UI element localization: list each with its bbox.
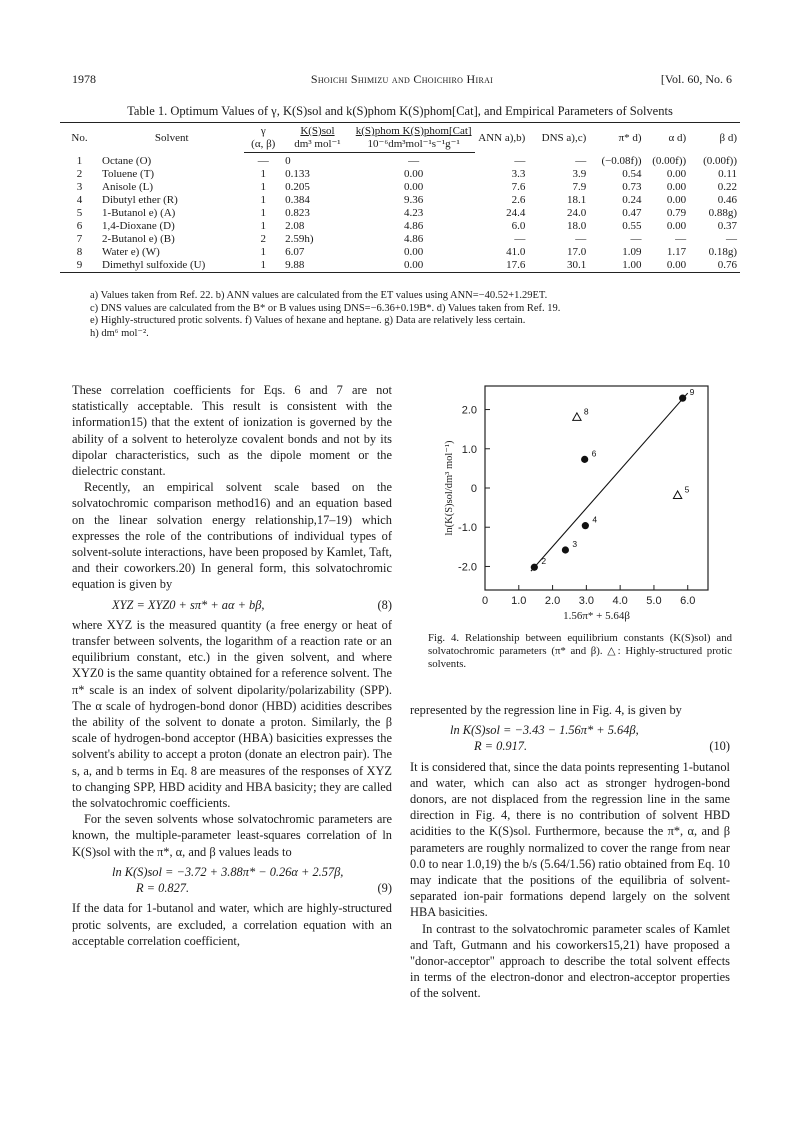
table-footnotes: [90, 290, 730, 340]
point-label: 8: [583, 406, 589, 417]
header-dn: DNS a),c): [528, 123, 589, 153]
table-row: [60, 259, 740, 273]
cell-ksol: 2.08: [285, 220, 305, 232]
right-column: [410, 702, 730, 1002]
figure-4-scatter-plot: [440, 384, 740, 624]
cell-pi: —: [630, 233, 642, 245]
paragraph: If the data for 1-butanol and water, which are highly-structured protic solvents, are excluded, a correlation equation with an acceptable correlation coefficient,: [72, 901, 392, 948]
cell-no: 6: [76, 220, 83, 232]
cell-beta: 0.18g): [708, 246, 737, 258]
table-row: [60, 220, 740, 233]
data-point-4: [582, 522, 589, 529]
y-tick-label: 1.0: [461, 443, 477, 456]
header-gamma-unit: (α, β): [244, 138, 282, 153]
cell-gamma: 1: [260, 181, 266, 193]
cell-no: 5: [76, 207, 83, 219]
cell-ksol: 6.07: [285, 246, 305, 258]
table-row: [60, 194, 740, 207]
cell-no: 8: [76, 246, 83, 258]
cell-gamma: 1: [260, 168, 266, 180]
cell-an: —: [514, 233, 526, 245]
header-an: ANN a),b): [475, 123, 529, 153]
cell-dn: 17.0: [567, 246, 587, 258]
cell-kk: 0.00: [404, 168, 424, 180]
point-label: 6: [591, 448, 597, 459]
cell-gamma: 2: [260, 233, 266, 245]
cell-kk: 9.36: [404, 194, 424, 206]
cell-dn: —: [575, 154, 587, 167]
cell-ksol: 2.59h): [285, 233, 314, 245]
x-tick-label: 6.0: [680, 595, 696, 607]
running-head: [72, 72, 732, 88]
x-tick-label: 5.0: [646, 595, 662, 607]
point-label: 5: [684, 484, 690, 495]
header-alpha: α d): [645, 123, 690, 153]
cell-kk: 4.86: [404, 233, 424, 245]
table-body: [60, 153, 740, 273]
header-solvent: Solvent: [99, 123, 244, 153]
cell-dn: —: [575, 233, 587, 245]
equation-text: ln K(S)sol = −3.72 + 3.88π* − 0.26α + 2.57β,: [112, 864, 344, 879]
cell-dn: 30.1: [528, 259, 589, 273]
header-ksol-unit: dm³ mol⁻¹: [282, 138, 353, 153]
paragraph: where XYZ is the measured quantity (a free energy or heat of transfer between solvents, the logarithm of a reaction rate or an equilibrium constant, etc.) in the given solvent, and where XYZ0 is the same quantity obtained for a reference solvent. The π* scale is an index of solvent dipolarity/polarizability (SPP). The α scale of hydrogen-bond donor (HBD) acidities describes the ability of the solvent to donate a proton. Similarly, the β scale of hydrogen-bond acceptor (HBA) basicities expresses the solvent's ability to accept a proton (donate an electron pair). The s, a, and b terms in Eq. 8 are measures of the responses of XYZ to changing SPP, HBD acidity and HBA basicity; they are called the solvatochromic coefficients.: [72, 617, 392, 811]
cell-an: 24.4: [506, 207, 526, 219]
cell-an: —: [514, 154, 526, 167]
equation-10: [450, 722, 730, 754]
cell-kk: 0.00: [353, 259, 475, 273]
point-label: 4: [592, 514, 598, 525]
equation-number: (10): [709, 739, 730, 754]
data-point-8: [573, 413, 581, 421]
cell-alpha: 0.00: [666, 168, 687, 180]
figure-caption: Fig. 4. Relationship between equilibrium constants (K(S)sol) and solvatochromic parameters (π* and β). △: Highly-structured protic solvents.: [428, 632, 732, 670]
cell-gamma: 1: [260, 207, 266, 219]
y-tick-label: 2.0: [461, 404, 477, 417]
cell-alpha: 0.00: [645, 259, 690, 273]
cell-dn: 7.9: [572, 181, 587, 193]
y-tick-label: -2.0: [458, 561, 477, 574]
cell-kk: 4.23: [404, 207, 424, 219]
header-kk: k(S)phom K(S)phom[Cat]: [353, 123, 475, 139]
cell-alpha: 0.79: [666, 207, 687, 219]
cell-beta: 0.22: [717, 181, 737, 193]
cell-no: 1: [76, 154, 83, 167]
header-ksol: K(S)sol: [282, 123, 353, 139]
cell-solvent: Anisole (L): [102, 181, 154, 193]
equation-8: [112, 597, 392, 613]
data-point-5: [673, 491, 681, 499]
point-label: 9: [689, 387, 695, 398]
cell-beta: 0.46: [717, 194, 737, 206]
cell-no: 3: [76, 181, 83, 193]
table-footnote: e) Highly-structured protic solvents. f) Values of hexane and heptane. g) Data are relatively less certain.: [90, 315, 526, 326]
cell-an: 17.6: [475, 259, 529, 273]
cell-gamma: —: [257, 155, 269, 167]
table-caption: Table 1. Optimum Values of γ, K(S)sol and k(S)phom K(S)phom[Cat], and Empirical Parameters of Solvents: [127, 104, 673, 118]
cell-ksol: 0.823: [285, 207, 310, 219]
cell-solvent: Dibutyl ether (R): [102, 194, 178, 206]
cell-ksol: 9.88: [282, 259, 353, 273]
cell-gamma: 1: [260, 246, 266, 258]
cell-alpha: 0.00: [666, 194, 687, 206]
cell-solvent: 1,4-Dioxane (D): [102, 220, 175, 232]
cell-alpha: 1.17: [666, 246, 687, 258]
equation-9: [112, 864, 392, 896]
cell-kk: 0.00: [404, 246, 424, 258]
cell-solvent: Water e) (W): [102, 246, 160, 258]
x-tick-label: 2.0: [544, 595, 561, 607]
paragraph: Recently, an empirical solvent scale based on the solvatochromic comparison method16) and an equation based on the linear solvation energy relationship,17–19) which expresses the role of the contributions of individual types of solvent-solute interactions, have been proposed by Kamlet, Taft, and their coworkers.20) In general form, this solvatochromic equation is given by: [72, 480, 392, 592]
equation-text: XYZ = XYZ0 + sπ* + aα + bβ,: [112, 597, 265, 612]
cell-pi: 0.24: [622, 194, 642, 206]
cell-beta: 0.11: [718, 168, 737, 180]
cell-alpha: 0.00: [666, 220, 687, 232]
cell-alpha: —: [675, 233, 687, 245]
table-row: [60, 233, 740, 246]
data-point-3: [562, 546, 569, 553]
cell-pi: 1.09: [622, 246, 642, 258]
x-tick-label: 0: [481, 595, 489, 607]
table-footnote: c) DNS values are calculated from the B* or B values using DNS=−6.36+0.19B*. d) Values taken from Ref. 19.: [90, 302, 561, 314]
equation-number: (9): [377, 881, 392, 896]
equation-number: (8): [377, 597, 392, 612]
plot-frame: [485, 386, 708, 590]
y-axis-label: ln(K(S)sol/dm³ mol⁻¹): [444, 440, 455, 536]
cell-pi: 0.47: [622, 207, 642, 219]
x-tick-label: 4.0: [612, 595, 628, 607]
data-point-6: [581, 456, 588, 463]
cell-an: 6.0: [511, 220, 526, 232]
table-row: [60, 246, 740, 259]
cell-gamma: 1: [260, 220, 266, 232]
cell-ksol: 0.384: [285, 194, 310, 206]
header-no: No.: [60, 123, 99, 153]
equation-text: R = 0.917.: [474, 739, 528, 754]
cell-solvent: Dimethyl sulfoxide (U): [99, 259, 244, 273]
cell-kk: —: [408, 155, 420, 167]
x-tick-label: 1.0: [511, 595, 527, 607]
cell-kk: 4.86: [404, 220, 424, 232]
x-tick-label: 3.0: [578, 595, 595, 607]
cell-an: 3.3: [511, 168, 526, 180]
header-pi: π* d): [589, 123, 644, 153]
cell-solvent: 2-Butanol e) (B): [102, 233, 175, 245]
cell-alpha: (0.00f)): [652, 154, 687, 167]
table-row: [60, 207, 740, 220]
cell-no: 9: [60, 259, 99, 273]
cell-solvent: 1-Butanol e) (A): [102, 207, 176, 219]
cell-pi: (−0.08f)): [601, 154, 642, 167]
cell-pi: 0.55: [622, 220, 642, 232]
running-head-authors: Shoichi Shimizu and Choichiro Hirai: [310, 72, 494, 86]
cell-dn: 18.1: [567, 194, 587, 206]
cell-an: 7.6: [511, 181, 526, 193]
cell-kk: 0.00: [404, 181, 424, 193]
cell-dn: 24.0: [567, 207, 587, 219]
cell-beta: —: [726, 233, 737, 245]
cell-solvent: Octane (O): [102, 154, 152, 167]
cell-no: 7: [76, 233, 83, 245]
cell-gamma: 1: [244, 259, 282, 273]
cell-solvent: Toluene (T): [102, 168, 155, 180]
paragraph: In contrast to the solvatochromic parameter scales of Kamlet and Taft, Gutmann and his coworkers15,21) have proposed a "donor-acceptor" approach to describe the total solvent effects in terms of the electron-donor and electron-acceptor properties of the solvent.: [410, 921, 730, 1001]
table-row: [60, 168, 740, 181]
y-tick-label: -1.0: [458, 522, 477, 535]
header-gamma: γ: [244, 123, 282, 139]
cell-pi: 1.00: [589, 259, 644, 273]
cell-no: 4: [76, 194, 83, 206]
cell-dn: 3.9: [572, 168, 587, 180]
paragraph: represented by the regression line in Fig. 4, is given by: [410, 703, 682, 717]
equation-text: R = 0.827.: [136, 881, 190, 896]
cell-alpha: 0.00: [666, 181, 687, 193]
header-beta: β d): [689, 123, 740, 153]
table-row: [60, 153, 740, 169]
regression-line: [531, 393, 688, 571]
cell-pi: 0.73: [622, 181, 642, 193]
cell-ksol: 0.205: [285, 181, 310, 193]
table-footnote: h) dm⁶ mol⁻².: [90, 327, 149, 339]
cell-gamma: 1: [260, 194, 266, 206]
paragraph: It is considered that, since the data points representing 1-butanol and water, which can also act as stronger hydrogen-bond donors, are not displaced from the regression line in the same direction in Fig. 4, there is no contribution of solvent HBD acidities to the K(S)sol. Furthermore, because the π*, α, and β parameters are roughly normalized to cover the range from near 0.0 to near 1.0,19) the b/s (5.64/1.56) ratio obtained from Eq. 10 may indicate that the positions of the equilibria of solvent-separated ion-pair formations depend largely on the solvent HBA basicities.: [410, 759, 730, 920]
cell-beta: 0.88g): [708, 207, 737, 219]
table-row: [60, 181, 740, 194]
point-label: 2: [541, 556, 547, 567]
x-axis-label: 1.56π* + 5.64β: [563, 610, 630, 622]
header-kk-unit: 10⁻⁶dm³mol⁻¹s⁻¹g⁻¹: [353, 138, 475, 153]
page-number: 1978: [72, 72, 96, 86]
cell-an: 2.6: [511, 194, 526, 206]
paragraph: These correlation coefficients for Eqs. 6 and 7 are not statistically acceptable. This result is consistent with the information15) that the extent of ionization is governed by the ability of a solvent to heterolyze covalent bonds and not by its dipolar characteristics, such as the dipole moment or the dielectric constant.: [72, 383, 392, 479]
left-column: [72, 382, 392, 949]
y-tick-label: 0: [470, 483, 477, 495]
running-head-volume: [Vol. 60, No. 6: [660, 72, 732, 86]
table-footnote: a) Values taken from Ref. 22. b) ANN values are calculated from the ET values using ANN=−40.52+1.29ET.: [90, 290, 548, 301]
cell-beta: 0.76: [689, 259, 740, 273]
cell-beta: 0.37: [717, 220, 737, 232]
solvent-parameter-table: [60, 122, 740, 273]
equation-text: ln K(S)sol = −3.43 − 1.56π* + 5.64β,: [450, 723, 639, 738]
data-point-2: [531, 564, 538, 571]
cell-an: 41.0: [506, 246, 526, 258]
paragraph: For the seven solvents whose solvatochromic parameters are known, the multiple-parameter least-squares correlation of ln K(S)sol with the π*, α, and β values leads to: [72, 812, 392, 859]
cell-pi: 0.54: [622, 168, 642, 180]
cell-beta: (0.00f)): [703, 154, 737, 167]
point-label: 3: [572, 538, 578, 549]
data-point-9: [679, 395, 686, 402]
cell-dn: 18.0: [567, 220, 587, 232]
cell-ksol: 0: [285, 155, 291, 167]
cell-no: 2: [76, 168, 83, 180]
cell-ksol: 0.133: [285, 168, 310, 180]
